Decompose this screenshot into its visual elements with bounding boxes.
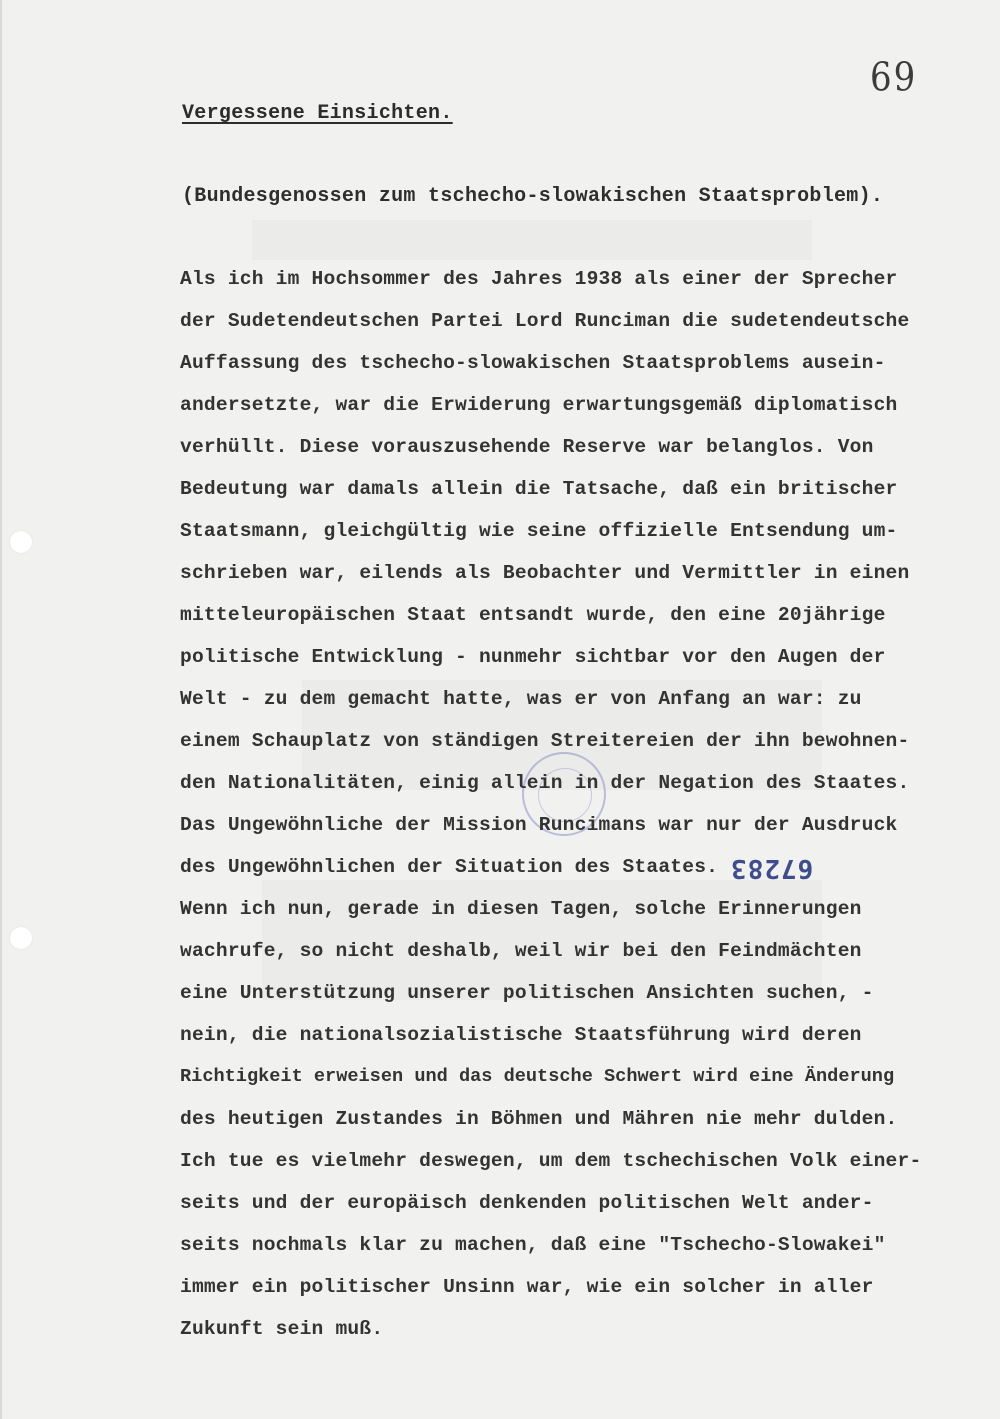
page-number: 69 <box>870 55 918 101</box>
body-line: Wenn ich nun, gerade in diesen Tagen, solche Erinnerungen <box>180 898 862 920</box>
document-heading: Vergessene Einsichten. <box>182 102 453 125</box>
body-line: Welt - zu dem gemacht hatte, was er von Anfang an war: zu <box>180 688 862 710</box>
body-line: seits nochmals klar zu machen, daß eine "Tschecho-Slowakei" <box>180 1234 886 1256</box>
body-line: mitteleuropäischen Staat entsandt wurde, den eine 20jährige <box>180 604 886 626</box>
punch-hole-bottom <box>10 927 32 949</box>
body-line: eine Unterstützung unserer politischen Ansichten suchen, - <box>180 982 874 1004</box>
body-line: seits und der europäisch denkenden politischen Welt ander- <box>180 1192 874 1214</box>
punch-hole-top <box>10 531 32 553</box>
body-line: des Ungewöhnlichen der Situation des Staates. <box>180 856 719 878</box>
body-line: den Nationalitäten, einig allein in der Negation des Staates. <box>180 772 910 794</box>
body-line: Das Ungewöhnliche der Mission Runcimans war nur der Ausdruck <box>180 814 898 836</box>
body-line: immer ein politischer Unsinn war, wie ein solcher in aller <box>180 1276 874 1298</box>
body-line: Zukunft sein muß. <box>180 1318 384 1340</box>
body-line: verhüllt. Diese vorauszusehende Reserve war belanglos. Von <box>180 436 874 458</box>
body-line: Staatsmann, gleichgültig wie seine offizielle Entsendung um- <box>180 520 898 542</box>
body-line: andersetzte, war die Erwiderung erwartungsgemäß diplomatisch <box>180 394 898 416</box>
body-line: des heutigen Zustandes in Böhmen und Mähren nie mehr dulden. <box>180 1108 898 1130</box>
bleed-through-shadow <box>252 220 812 260</box>
body-line: Auffassung des tschecho-slowakischen Staatsproblems ausein- <box>180 352 886 374</box>
body-line: einem Schauplatz von ständigen Streitereien der ihn bewohnen- <box>180 730 910 752</box>
body-line: der Sudetendeutschen Partei Lord Runciman die sudetendeutsche <box>180 310 910 332</box>
body-line: Ich tue es vielmehr deswegen, um dem tschechischen Volk einer- <box>180 1150 922 1172</box>
body-line: Als ich im Hochsommer des Jahres 1938 als einer der Sprecher <box>180 268 898 290</box>
body-line: schrieben war, eilends als Beobachter und Vermittler in einen <box>180 562 910 584</box>
body-line: Richtigkeit erweisen und das deutsche Schwert wird eine Änderung <box>180 1066 895 1087</box>
body-line: politische Entwicklung - nunmehr sichtbar vor den Augen der <box>180 646 886 668</box>
body-line: Bedeutung war damals allein die Tatsache, daß ein britischer <box>180 478 898 500</box>
body-line: wachrufe, so nicht deshalb, weil wir bei den Feindmächten <box>180 940 862 962</box>
body-line: nein, die nationalsozialistische Staatsführung wird deren <box>180 1024 862 1046</box>
archive-stamp-number: 67283 <box>730 853 814 883</box>
document-subheading: (Bundesgenossen zum tschecho-slowakischen Staatsproblem). <box>182 185 884 208</box>
